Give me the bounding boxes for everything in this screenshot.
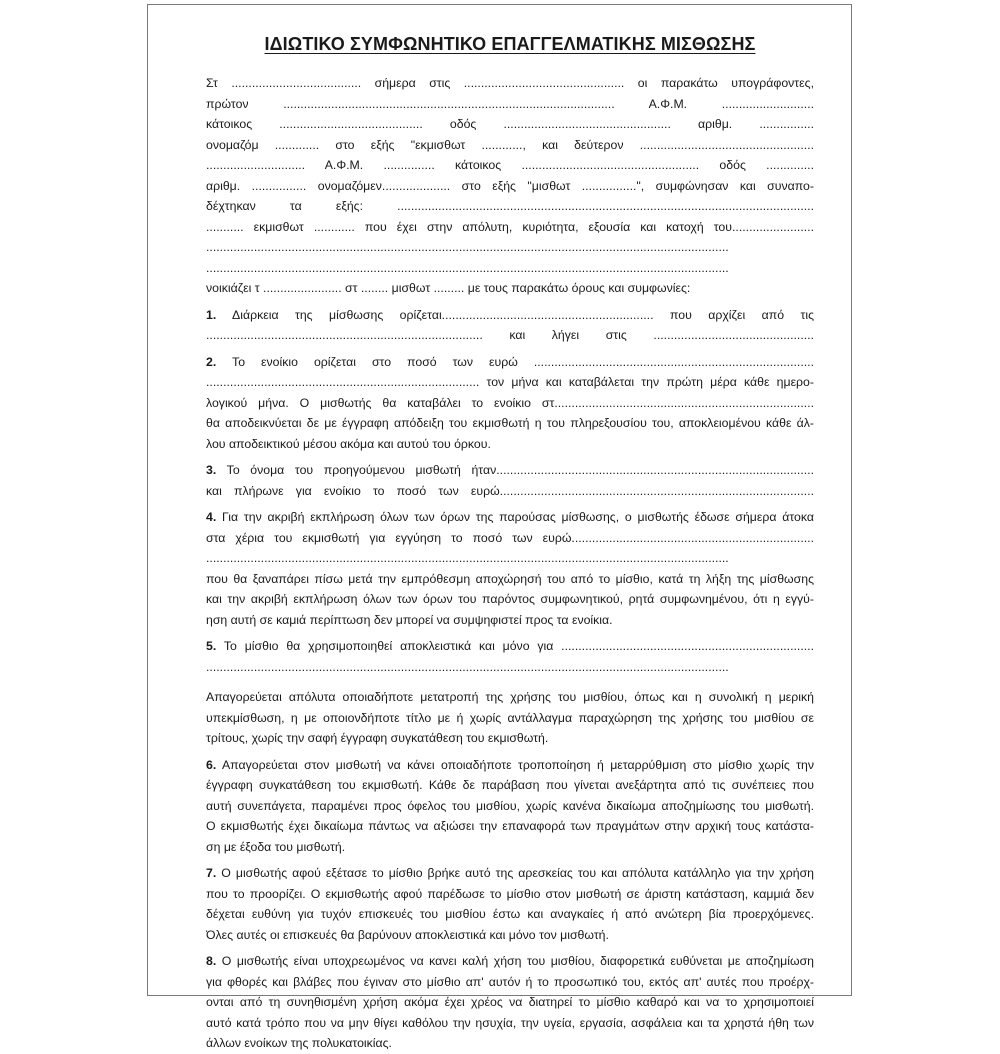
document-title: ΙΔΙΩΤΙΚΟ ΣΥΜΦΩΝΗΤΙΚΟ ΕΠΑΓΓΕΛΜΑΤΙΚΗΣ ΜΙΣΘΩΣΗΣ [264,34,756,54]
term-2-line: ................................................................................ τον μήνα και καταβάλεται την πρώτη μέρα κάθε ημερο- [206,375,814,389]
term-number: 3. [206,463,217,477]
term-5-line: τρίτους, χωρίς την σαφή έγγραφη συγκατάθεση του εκμισθωτή. [206,731,549,745]
term-6-line: έγγραφη συγκατάθεση του εκμισθωτή. Κάθε δε παράβαση που γίνεται ανεξάρτητα από τις συνέπειες που [206,778,814,792]
intro-line: δέχτηκαν τα εξής: .......................................................................................................................... [206,199,814,213]
term-2-line: θα αποδεικνύεται δε με έγγραφη απόδειξη του εκμισθωτή η του πληρεξουσίου του, αποκλειομένου κάθε άλ- [206,416,814,430]
term-6-line: αυτή συνεπάγετα, παραμένει προς όφελος του μισθίου, χωρίς κανένα δικαίωμα αποζημίωσης του μισθωτή. [206,798,814,813]
term-7-line: Όλες αυτές οι επισκευές θα βαρύνουν αποκλειστικά και μόνο τον μισθωτή. [206,927,609,942]
document-body [206,33,814,1054]
term-4-line: 4. Για την ακριβή εκπλήρωση όλων των όρων της παρούσας μίσθωσης, ο μισθωτής έδωσε σήμερα άτοκα [206,510,814,524]
term-number: 7. [206,866,217,880]
term-number: 6. [206,757,217,772]
term-7-line: δέχεται ευθύνη για τυχόν επισκευές του μισθίου έστω και αναγκαίες ή από ανώτερη βία προερχόμενες. [206,907,814,921]
term-5-line: ......................................................................................................................................................... [206,659,729,674]
term-5-line: υπεκμίσθωση, η με οποιονδήποτε τίτλο με ή χωρίς αντάλλαγμα παραχώρηση της χρήσης του μισθίου σε [206,710,814,725]
term-number: 4. [206,510,217,524]
term-8-line: ονται από τη συνηθισμένη χρήση ακόμα έχει χρέος να διατηρεί το μίσθιο καθαρό και να το χρησιμοποιεί [206,995,814,1009]
term-5-line: 5. Το μίσθιο θα χρησιμοποιηθεί αποκλειστικά και μόνο για .......................................................................... [206,639,814,653]
term-1-line: 1. Διάρκεια της μίσθωσης ορίζεται.............................................................. που αρχίζει από τις [206,307,814,322]
intro-line: ονομαζόμ ............. στο εξής "εκμισθωτ ............, και δεύτερον ................................................... [206,137,814,152]
term-2-line: 2. Το ενοίκιο ορίζεται στο ποσό των ευρώ .................................................................................. [206,354,814,369]
intro-line: αριθμ. ................ ονομαζόμεν.................... στο εξής "μισθωτ ................", συμφώνησαν και συναπο- [206,178,814,193]
intro-line: ......................................................................................................................................................... [206,260,729,275]
term-4-line: ......................................................................................................................................................... [206,551,729,565]
term-7-line: που το προορίζει. Ο εκμισθωτής αφού παρέδωσε το μίσθιο στον μισθωτή σε άριστη κατάσταση, καμμιά δεν [206,886,814,901]
intro-line: ........... εκμισθωτ ............ που έχει στην απόλυτη, κυριότητα, εξουσία και κατοχή του........................ [206,219,814,234]
intro-line: Στ ...................................... σήμερα στις ............................................... οι παρακάτω υπογράφοντες, [206,76,814,90]
intro-line: κάτοικος .......................................... οδός ................................................. αριθμ. ................ [206,117,814,131]
intro-line: ............................. Α.Φ.Μ. ............... κάτοικος .................................................... οδός .............. [206,158,814,172]
term-4-line: στα χέρια του εκμισθωτή για εγγύηση το ποσό των ευρώ....................................................................... [206,530,814,545]
term-8-line: 8. Ο μισθωτής είναι υποχρεωμένος να κανει καλή χήση του μισθίου, διαφορετικά ευθύνεται με αποζημίωση [206,954,814,968]
term-number: 8. [206,954,217,968]
intro-line: νοικιάζει τ ....................... στ ........ μισθωτ ......... με τους παρακάτω όρους και συμφωνίες: [206,281,691,295]
term-number: 2. [206,354,217,369]
term-5-line: Απαγορεύεται απόλυτα οποιαδήποτε μετατροπή της χρήσης του μισθίου, όπως και η συνολική η μερική [206,690,814,704]
term-8-line: άλλων ενοίκων της πολυκατοικίας. [206,1036,392,1050]
term-6-line: Ο εκμισθωτής έχει δικαίωμα πάντως να αξιώσει την επαναφορά των πραγμάτων στην αρχική τους κατάστα- [206,819,814,833]
term-6-line: ση με έξοδα του μισθωτή. [206,839,346,854]
term-8-line: για φθορές και βλάβες που έγιναν στο μίσθιο απ' αυτόν ή το προσωπικό του, εκτός απ' αυτές που προέρχ- [206,974,814,989]
intro-line: ......................................................................................................................................................... [206,240,729,254]
document-page [147,4,852,1050]
intro-line: πρώτον ................................................................................................. Α.Φ.Μ. ........................... [206,96,814,111]
term-8-line: αυτό κατά τρόπο που να μην θίγει καθόλου την ησυχία, την υγεία, εργασία, ασφάλεια και τα χρηστά ήθη των [206,1015,814,1030]
term-4-line: και την ακριβή εκπλήρωση όλων των όρων του παρόντος συμφωνητικού, ρητά συμφωνημένου, ότι η εγγύ- [206,592,814,606]
term-number: 5. [206,639,217,653]
term-3-line: και πλήρωνε για ενοίκιο το ποσό των ευρώ............................................................................................ [206,483,814,498]
term-4-line: ηση αυτή σε καμιά περίπτωση δεν μπορεί να συμψηφιστεί προς τα ενοίκια. [206,612,613,627]
term-number: 1. [206,307,217,322]
term-3-line: 3. Το όνομα του προηγούμενου μισθωτή ήταν............................................................................................. [206,463,814,477]
term-2-line: λογικού μήνα. Ο μισθωτής θα καταβάλει το ενοίκιο στ............................................................................ [206,395,814,410]
term-1-line: ................................................................................. και λήγει στις ............................................... [206,328,814,342]
term-4-line: που θα ξαναπάρει πίσω μετά την εμπρόθεσμη αποχώρησή του από το μίσθιο, κατά τη λήξη της μίσθωσης [206,571,814,586]
term-7-line: 7. Ο μισθωτής αφού εξέτασε το μίσθιο βρήκε αυτό της αρεσκείας του και απόλυτα κατάλληλο για την χρήση [206,866,814,880]
term-6-line: 6. Απαγορεύεται στον μισθωτή να κάνει οποιαδήποτε τροποποίηση ή μεταρρύθμιση στο μίσθιο χωρίς την [206,757,814,772]
term-2-line: λου αποδεικτικού μέσου ακόμα και αυτού του όρκου. [206,436,491,451]
